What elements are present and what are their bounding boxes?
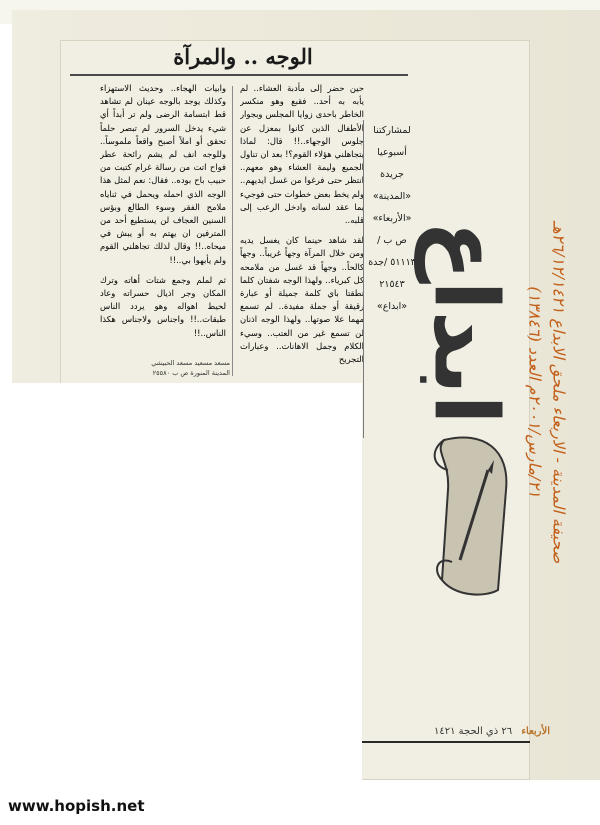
author-signature — [100, 358, 230, 380]
footer-strip — [420, 722, 550, 742]
handwritten-note-text — [522, 221, 570, 564]
scroll-quill-icon — [424, 430, 516, 600]
handwritten-line: ٢١/مارس/٢٠٠١م العدد (١٣٨٤٦) — [525, 286, 545, 498]
footer-logo: الأربعاء — [521, 726, 550, 737]
info-line: «الأربعاء» — [372, 213, 412, 224]
article-paragraph: لقد شاهد حينما كان يغسل يديه ومن خلال المرآة وجهاً غريباً.. وجهاً كالحاً.. وجهاً قد غسل من ملامحه كل كبرياء.. ولهذا الوجه شفتان كلما نطقتا باي كلمة جميلة أو عبارة رقيقة أو جملة مفيدة.. لم تسمع مهما علا صوتها.. ولهذا الوجه اذنان لن تسمع غير من العتب.. وسيء الكلام وجمل الاهانات.. وعبارات التجريح — [240, 235, 364, 365]
info-line: جريدة — [380, 169, 404, 180]
info-line: ٢١٥٤٣ — [379, 279, 405, 290]
article-column-left — [100, 82, 226, 372]
column-divider — [232, 86, 233, 376]
info-line: ص ب / — [377, 235, 407, 246]
article-column-right — [240, 82, 364, 382]
info-line: «المدينة» — [372, 191, 412, 202]
info-line: أسبوعيا — [377, 147, 407, 158]
footer-date: ٢٦ ذي الحجة ١٤٢١ — [433, 726, 513, 737]
site-watermark: www.hopish.net — [8, 797, 145, 815]
info-line: ٥١١١٣ /جدة — [368, 257, 416, 268]
info-line: لمشاركتنا — [373, 125, 411, 136]
title-underline — [70, 74, 408, 76]
blank-cover-area — [0, 383, 362, 825]
author-name: مسعد مسعيد مسعد الحبيشي — [151, 359, 230, 367]
handwritten-note — [516, 22, 576, 762]
handwritten-line: صحيفة المدينة - الاربعاء ملحق الابداع ٢٦/١٢/١٤٢١هـ — [549, 220, 569, 564]
masthead-title: ابداع — [414, 219, 518, 425]
article-paragraph: ثم لملم وجمع شتات أهاته وترك المكان وجر اذيال حسراته وعاد لحيط اهواله وهو يردد الناس طبقات..!! واجناس ولاجناس هكذا الناس..!! — [100, 274, 226, 338]
article-paragraph: حين حضر إلى مأدبة العشاء.. لم يأبه به أحد.. فقبع وهو منكسر الخاطر باحدى زوايا المجلس وبجوار الأطفال الذين كانوا بمعزل عن جلوس الوجهاء..!! قال: لماذا يتجاهلني هؤلاء القوم؟! بعد ان تناول الجميع وليمة العشاء وهو معهم.. انتظر حتى فرغوا من غسل ايديهم.. ولم يخط بعض خطوات حتى فوجيء بما عقد لسانه وادخل الرعب إلى قلبه.. — [240, 83, 364, 226]
author-address: المدينة المنورة ص ب ٢٥٥٨٠ — [152, 369, 230, 377]
submission-info-column — [363, 120, 420, 438]
article-paragraph: وابيات الهجاء.. وحديث الاستهزاء وكذلك يوجد بالوجه عينان لم تشاهد قط ابتسامة الرضى ولم تر أبداً أي شيء يدخل السرور لم تبصر حلماً تحقق أو املاً أصبح واقعاً ملموساً.. وللوجه انف لم يشم رائحة عطر فواح اتت من رسالة غرام كتبت من حبيب باح بوده.. فقال: نعم لمثل هذا الوجه الذي احمله ويحمل في ثناياه ملامح الفقر وسوء الطالع وبؤس السنين العجاف لن يستطيع أحد من المترفين ان يهتم به أو يبش في ميحاه..!! وقال لذلك تجاهلني القوم ولم يأبهوا بي..!! — [100, 83, 226, 265]
info-line: «ابداع» — [376, 301, 408, 312]
article-title: الوجه .. والمرآة — [173, 44, 313, 69]
